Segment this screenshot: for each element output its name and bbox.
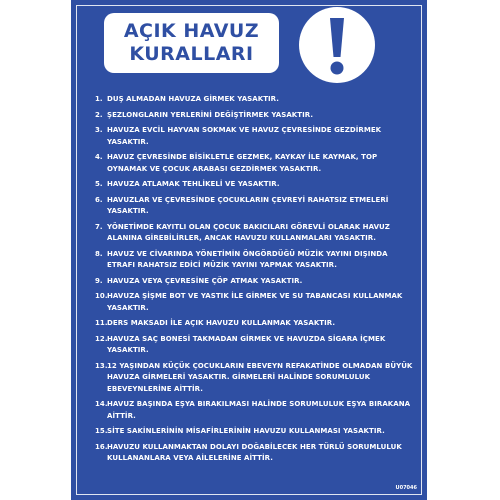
rule-item [95,94,413,106]
rule-number: 16. [95,442,108,451]
rule-text: ŞEZLONGLARIN YERLERİNİ DEĞİŞTİRMEK YASAKTIR. [107,110,314,119]
rule-text: HAVUZLAR VE ÇEVRESİNDE ÇOCUKLARIN ÇEVREYİ RAHATSIZ ETMELERİ YASAKTIR. [107,195,389,215]
rule-number: 13. [95,361,108,370]
pool-rules-sign [71,0,427,500]
rules-list [95,94,413,469]
rule-text: HAVUZA ATLAMAK TEHLİKELİ VE YASAKTIR. [107,180,280,188]
rule-number: 2. [95,110,103,119]
rule-item [95,110,413,122]
rule-item [95,291,413,314]
rule-number: 15. [95,427,108,435]
rule-text: HAVUZA ŞİŞME BOT VE YASTIK İLE GİRMEK VE SU TABANCASI KULLANMAK YASAKTIR. [107,292,403,312]
rule-item [95,195,413,218]
rule-item [95,179,413,191]
rule-text: YÖNETİMDE KAYITLI OLAN ÇOCUK BAKICILARI GÖREVLİ OLARAK HAVUZ ALANINA GİREBİLİRLER, ANCAK HAVUZU KULLANMALARI YASAKTIR. [107,222,390,242]
rule-number: 8. [95,249,103,258]
rule-item [95,249,413,272]
rule-number: 11. [95,319,108,327]
rule-text: HAVUZ ÇEVRESİNDE BİSİKLETLE GEZMEK, KAYKAY İLE KAYMAK, TOP OYNAMAK VE ÇOCUK ARABASI GEZDİRMEK YASAKTIR. [107,153,378,173]
rule-text: HAVUZA SAÇ BONESİ TAKMADAN GİRMEK VE HAVUZDA SİGARA İÇMEK YASAKTIR. [107,334,386,354]
rule-item [95,426,413,438]
rule-number: 7. [95,222,103,231]
exclamation-icon [299,7,375,83]
rule-number: 10. [95,292,108,300]
rule-item [95,361,413,396]
rule-item [95,399,413,422]
rule-item [95,442,413,465]
rule-number: 3. [95,126,103,134]
title-line-2: KURALLARI [129,43,254,65]
rule-text: DERS MAKSADI İLE AÇIK HAVUZU KULLANMAK YASAKTIR. [107,319,336,327]
product-code: U07046 [395,485,417,491]
rule-item [95,334,413,357]
rule-text: HAVUZ VE CİVARINDA YÖNETİMİN ÖNGÖRDÜĞÜ MÜZİK YAYINI DIŞINDA ETRAFI RAHATSIZ EDİCİ MÜZİK YAYINI YAPMAK YASAKTIR. [107,249,388,269]
rule-item [95,152,413,175]
title-box [104,13,279,73]
rule-number: 6. [95,195,103,204]
rule-text: 12 YAŞINDAN KÜÇÜK ÇOCUKLARIN EBEVEYN REFAKATİNDE OLMADAN BÜYÜK HAVUZA GİRMELERİ YASAKTIR. GİRMELERİ HALİNDE SORUMLULUK EBEVEYNLERİNE AİTTİR. [107,361,413,393]
rule-item [95,276,413,288]
rule-number: 12. [95,334,108,343]
rule-text: HAVUZ BAŞINDA EŞYA BIRAKILMASI HALİNDE SORUMLULUK EŞYA BIRAKANA AİTTİR. [107,400,411,420]
rule-number: 5. [95,180,103,188]
title-line-1: AÇIK HAVUZ [123,20,260,42]
rule-text: SİTE SAKİNLERİNİN MİSAFİRLERİNİN HAVUZU KULLANMASI YASAKTIR. [107,427,385,435]
rule-number: 9. [95,276,103,285]
rule-number: 4. [95,153,103,161]
rule-text: DUŞ ALMADAN HAVUZA GİRMEK YASAKTIR. [107,95,279,103]
rule-item [95,222,413,245]
rule-number: 14. [95,400,108,408]
rule-number: 1. [95,95,103,103]
exclamation-icon-glyph [299,7,375,83]
rule-text: HAVUZU KULLANMAKTAN DOLAYI DOĞABİLECEK HER TÜRLÜ SORUMLULUK KULLANANLARA VEYA AİLELERİNE AİTTİR. [107,442,402,462]
rule-text: HAVUZA VEYA ÇEVRESİNE ÇÖP ATMAK YASAKTIR. [107,276,303,285]
rule-item [95,125,413,148]
rule-text: HAVUZA EVCİL HAYVAN SOKMAK VE HAVUZ ÇEVRESİNDE GEZDİRMEK YASAKTIR. [107,126,382,146]
rule-item [95,318,413,330]
